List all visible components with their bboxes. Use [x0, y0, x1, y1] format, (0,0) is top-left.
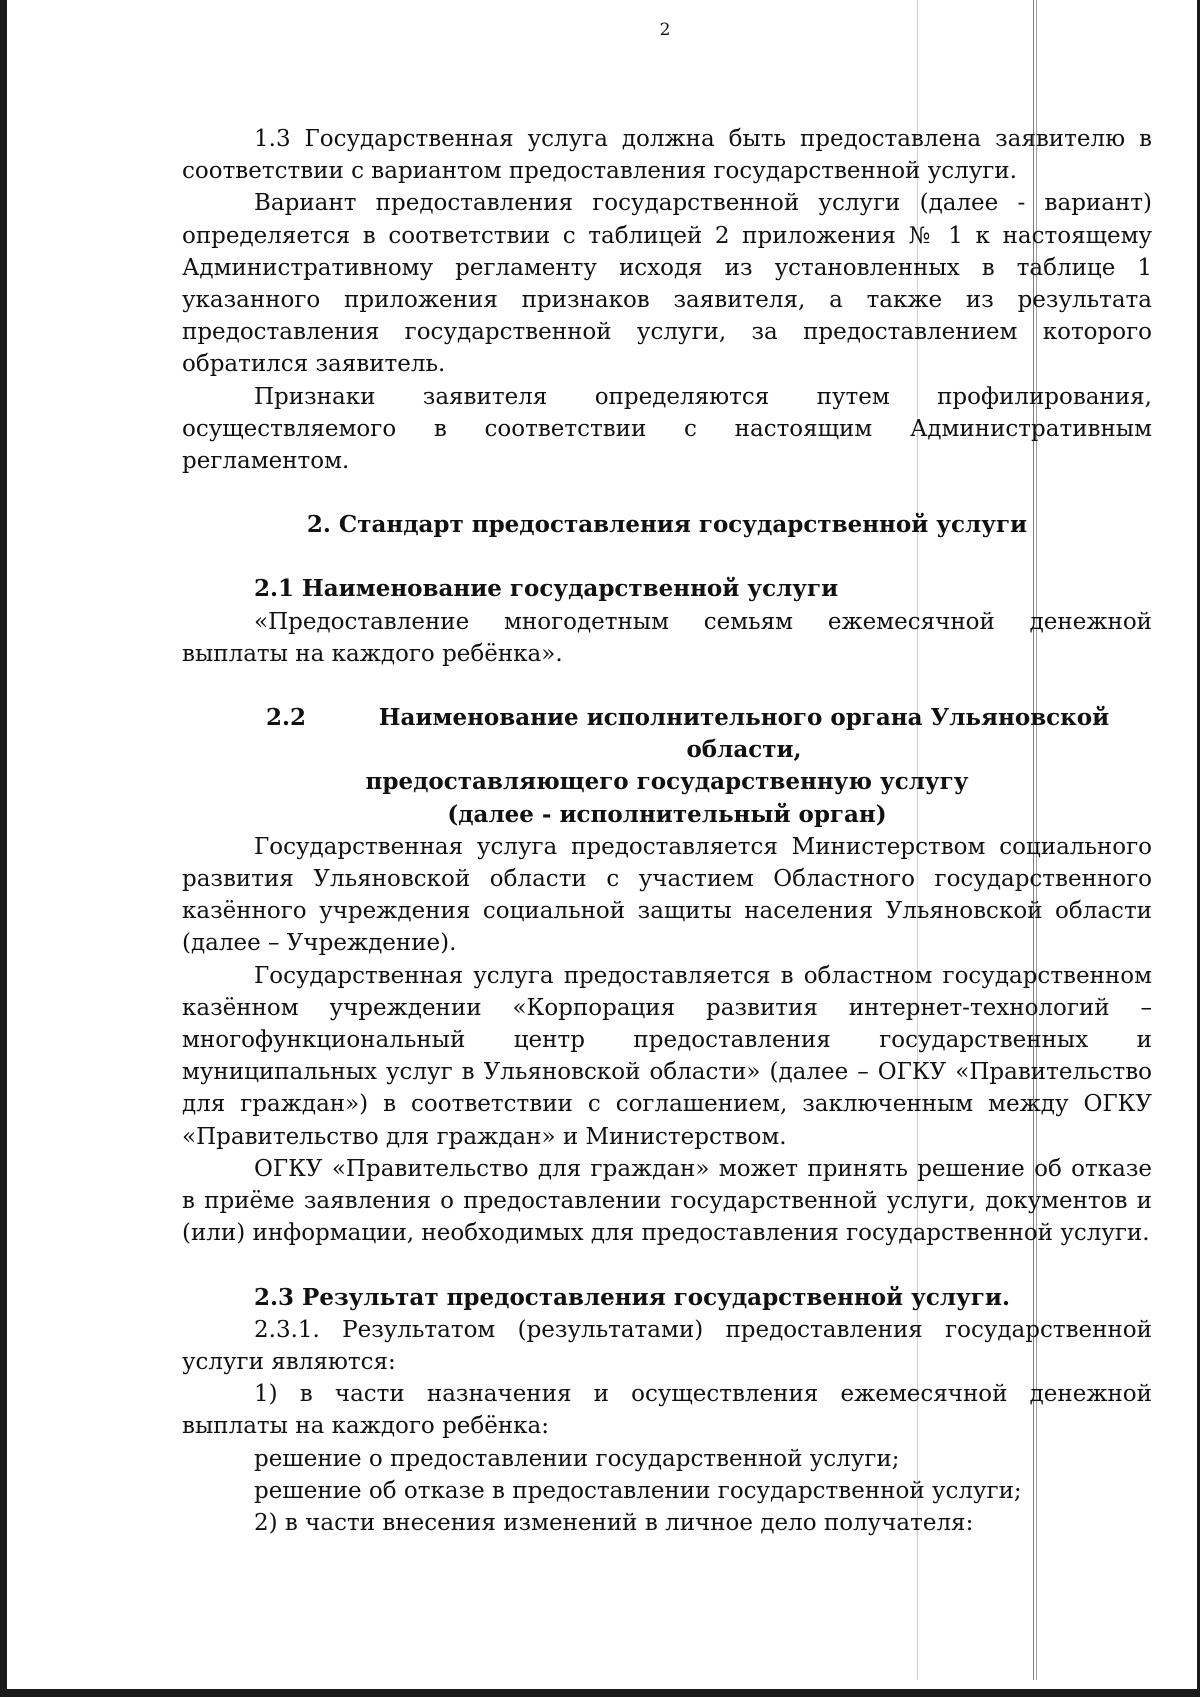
- spacer: [182, 1250, 1152, 1282]
- paragraph: ОГКУ «Правительство для граждан» может принять решение об отказе в приёме заявления о предоставлении государственной услуги, документов и (или) информации, необходимых для предоставления государственной услуги.: [182, 1155, 1152, 1247]
- heading-line: Наименование исполнительного органа Ульяновской области,: [378, 704, 1110, 764]
- spacer: [182, 541, 1152, 573]
- list-item: решение о предоставлении государственной услуги;: [254, 1445, 900, 1472]
- subsection-heading: 2.3 Результат предоставления государственной услуги.: [254, 1283, 1010, 1311]
- heading-line: предоставляющего государственную услугу: [365, 768, 969, 796]
- section-heading: 2. Стандарт предоставления государственной услуги: [306, 511, 1028, 539]
- paragraph: Государственная услуга предоставляется Министерством социального развития Ульяновской области с участием Областного государственного казённого учреждения социальной защиты населения Ульяновской области (далее – Учреждение).: [182, 833, 1152, 957]
- paragraph: Признаки заявителя определяются путем профилирования, осуществляемого в соответствии с настоящим Административным регламентом.: [182, 383, 1152, 475]
- paragraph: «Предоставление многодетным семьям ежемесячной денежной выплаты на каждого ребёнка».: [182, 608, 1152, 667]
- paragraph: 1) в части назначения и осуществления ежемесячной денежной выплаты на каждого ребёнка:: [182, 1381, 1152, 1440]
- paragraph: 2.3.1. Результатом (результатами) предоставления государственной услуги являются:: [182, 1316, 1152, 1375]
- paragraph: Государственная услуга предоставляется в областном государственном казённом учреждении «Корпорация развития интернет-технологий – многофункциональный центр предоставления государственных и муниципальных услуг в Ульяновской области» (далее – ОГКУ «Правительство для граждан») в соответствии с соглашением, заключенным между ОГКУ «Правительство для граждан» и Министерством.: [182, 962, 1152, 1150]
- heading-number: 2.2: [266, 704, 307, 732]
- spacer: [182, 670, 1152, 702]
- subsection-heading: [182, 702, 1152, 766]
- list-item: 2) в части внесения изменений в личное дело получателя:: [254, 1509, 974, 1536]
- scan-edge-bottom: [0, 1689, 1200, 1697]
- page-number: 2: [659, 20, 671, 40]
- subsection-heading: 2.1 Наименование государственной услуги: [254, 575, 839, 603]
- heading-line: (далее - исполнительный орган): [447, 800, 887, 828]
- spacer: [182, 477, 1152, 509]
- paragraph: Вариант предоставления государственной услуги (далее - вариант) определяется в соответствии с таблицей 2 приложения № 1 к настоящему Административному регламенту исходя из установленных в таблице 1 указанного приложения признаков заявителя, а также из результата предоставления государственной услуги, за предоставлением которого обратился заявитель.: [182, 190, 1152, 378]
- list-item: решение об отказе в предоставлении государственной услуги;: [254, 1477, 1022, 1504]
- document-body: [182, 123, 1152, 1539]
- paragraph: 1.3 Государственная услуга должна быть предоставлена заявителю в соответствии с вариантом предоставления государственной услуги.: [182, 126, 1152, 185]
- scan-edge-left: [0, 0, 7, 1697]
